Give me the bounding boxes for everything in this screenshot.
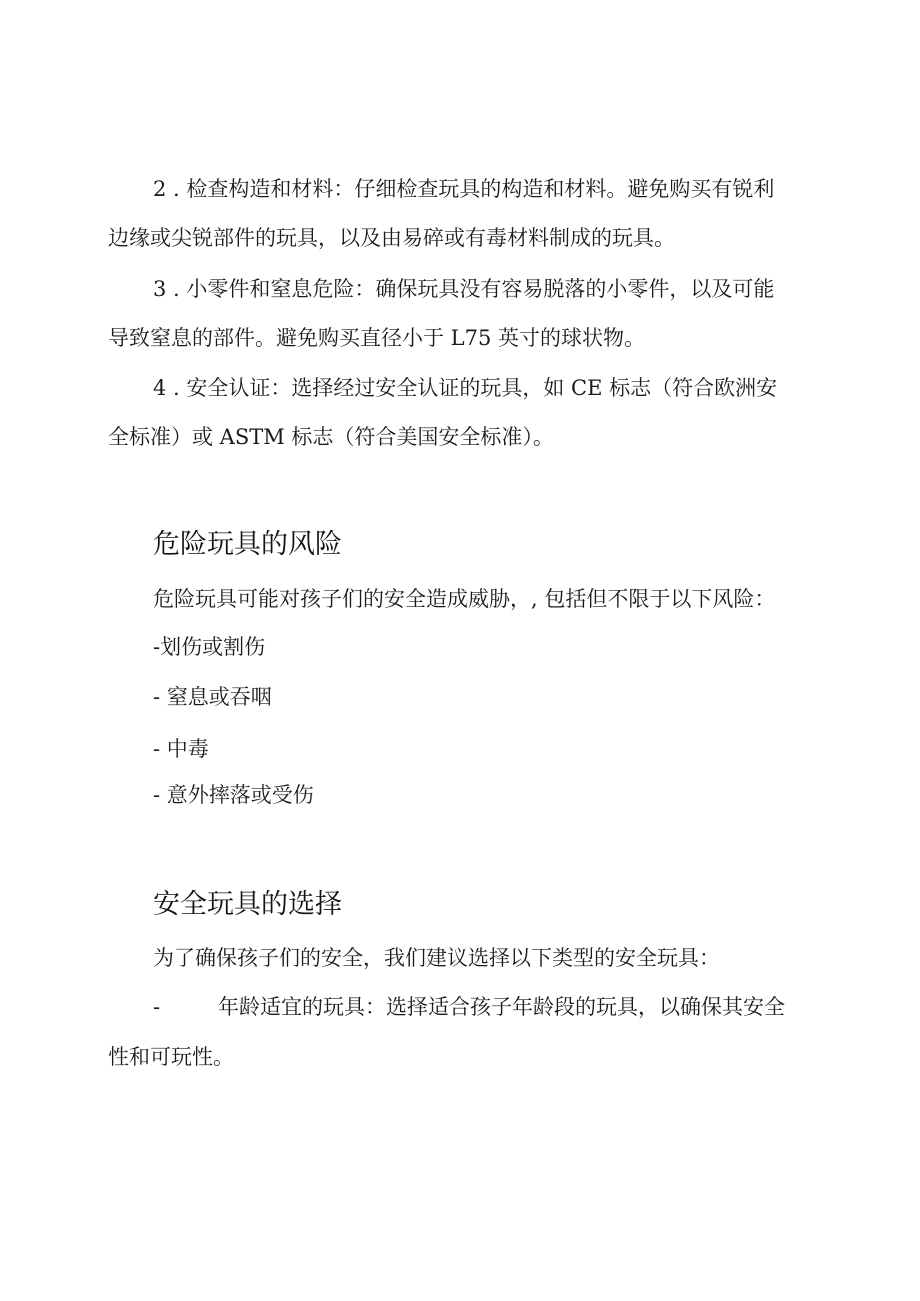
risk-item-cuts: -划伤或割伤 bbox=[153, 635, 266, 659]
risk-item-falls: - 意外摔落或受伤 bbox=[153, 783, 314, 807]
item-3-line-2: 导致窒息的部件。避免购买直径小于 L75 英寸的球状物。 bbox=[108, 326, 646, 350]
section-risks-intro: 危险玩具可能对孩子们的安全造成威胁，, 包括但不限于以下风险： bbox=[153, 587, 776, 611]
item-4-line-2: 全标准）或 ASTM 标志（符合美国安全标准）。 bbox=[108, 425, 554, 449]
safe-bullet-line-1: 年龄适宜的玩具：选择适合孩子年龄段的玩具，以确保其安全 bbox=[218, 995, 785, 1019]
section-risks-heading: 危险玩具的风险 bbox=[153, 529, 342, 560]
section-safe-intro: 为了确保孩子们的安全，我们建议选择以下类型的安全玩具： bbox=[153, 946, 720, 970]
item-3-line-1: 3 . 小零件和窒息危险：确保玩具没有容易脱落的小零件，以及可能 bbox=[153, 277, 775, 301]
risk-item-choking: - 窒息或吞咽 bbox=[153, 685, 272, 709]
section-safe-heading: 安全玩具的选择 bbox=[153, 889, 342, 920]
risk-item-poisoning: - 中毒 bbox=[153, 737, 209, 761]
item-2-line-1: 2 . 检查构造和材料：仔细检查玩具的构造和材料。避免购买有锐利 bbox=[153, 177, 775, 201]
safe-bullet-dash: - bbox=[153, 995, 161, 1019]
safe-bullet-line-2: 性和可玩性。 bbox=[108, 1045, 234, 1069]
item-4-line-1: 4 . 安全认证：选择经过安全认证的玩具，如 CE 标志（符合欧洲安 bbox=[153, 376, 778, 400]
item-2-line-2: 边缘或尖锐部件的玩具，以及由易碎或有毒材料制成的玩具。 bbox=[108, 226, 675, 250]
